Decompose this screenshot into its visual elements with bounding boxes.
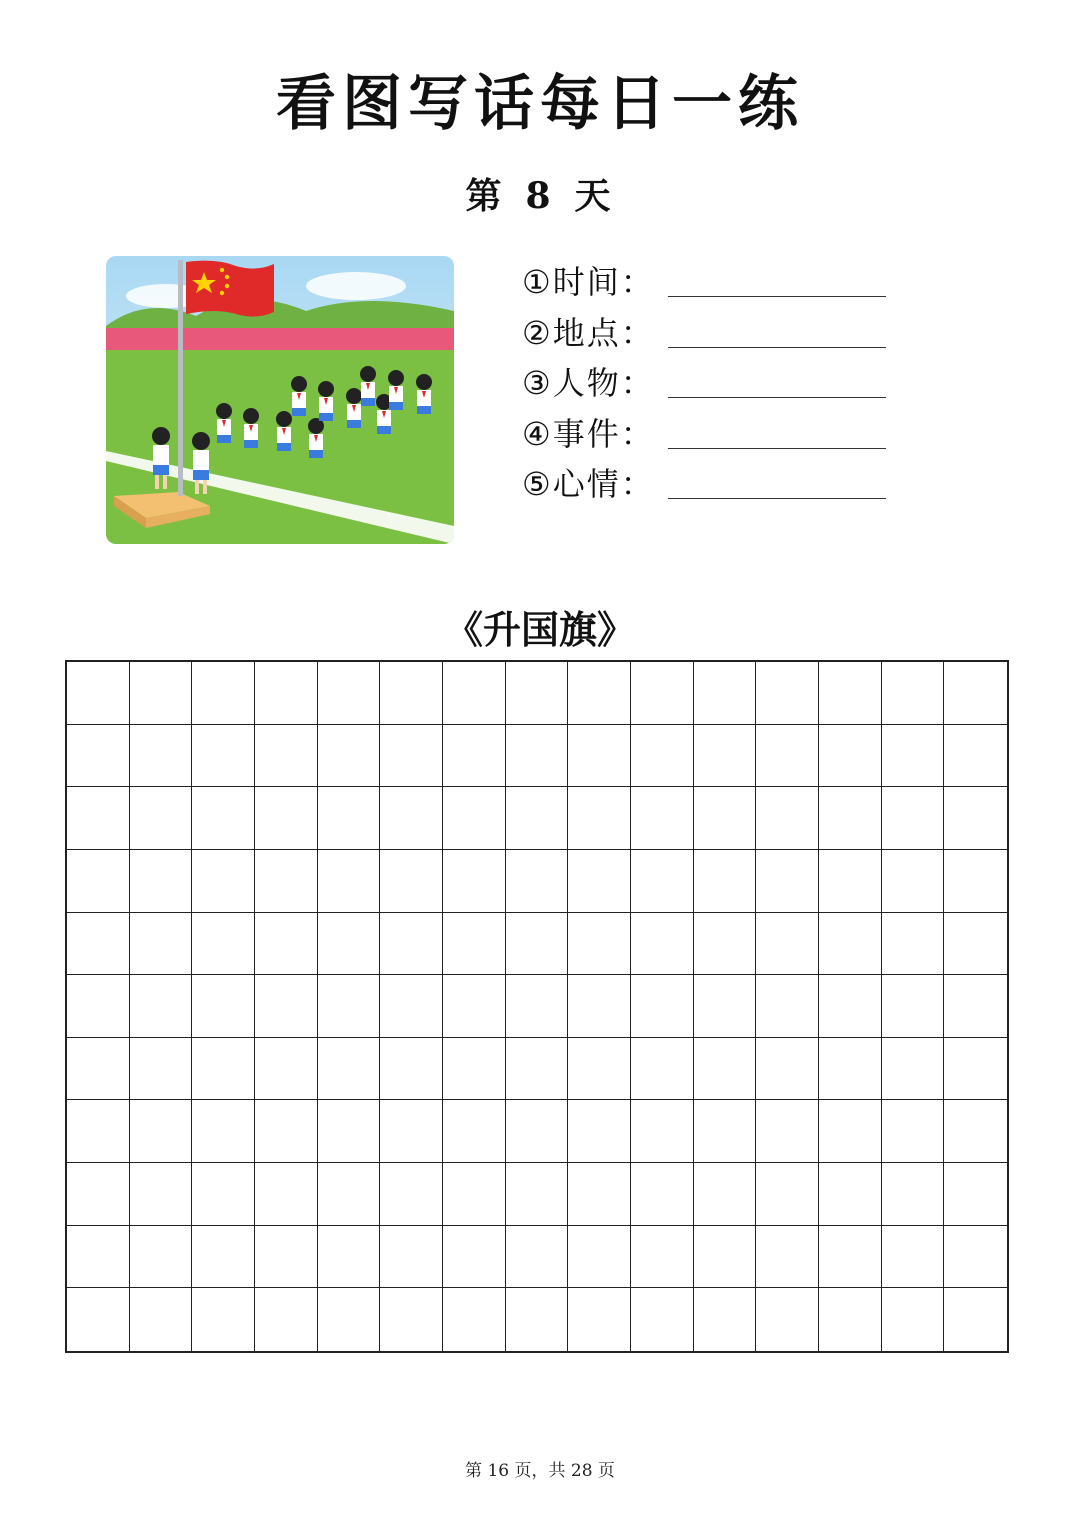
grid-cell[interactable] bbox=[631, 787, 694, 850]
grid-cell[interactable] bbox=[380, 662, 443, 725]
grid-cell[interactable] bbox=[67, 850, 130, 913]
grid-cell[interactable] bbox=[819, 787, 882, 850]
grid-cell[interactable] bbox=[568, 1100, 631, 1163]
grid-cell[interactable] bbox=[819, 913, 882, 976]
day-prefix: 第 bbox=[465, 175, 506, 217]
grid-cell[interactable] bbox=[130, 913, 193, 976]
grid-cell[interactable] bbox=[255, 1288, 318, 1351]
grid-cell[interactable] bbox=[67, 1163, 130, 1226]
grid-cell[interactable] bbox=[819, 725, 882, 788]
grid-cell[interactable] bbox=[380, 725, 443, 788]
day-number: 8 bbox=[525, 175, 555, 217]
grid-cell[interactable] bbox=[694, 1163, 757, 1226]
grid-cell[interactable] bbox=[255, 787, 318, 850]
grid-cell[interactable] bbox=[192, 787, 255, 850]
grid-cell[interactable] bbox=[944, 1100, 1007, 1163]
grid-cell[interactable] bbox=[882, 725, 945, 788]
answer-line bbox=[668, 397, 886, 398]
prompt-label: ①时间： bbox=[522, 263, 655, 301]
grid-cell[interactable] bbox=[192, 1100, 255, 1163]
grid-cell[interactable] bbox=[255, 1226, 318, 1289]
prompt-label: ④事件： bbox=[522, 414, 655, 453]
grid-cell[interactable] bbox=[380, 1038, 443, 1101]
grid-cell[interactable] bbox=[130, 662, 193, 725]
grid-cell[interactable] bbox=[255, 1038, 318, 1101]
grid-cell[interactable] bbox=[819, 1226, 882, 1289]
grid-cell[interactable] bbox=[380, 1288, 443, 1351]
prompt-people bbox=[522, 359, 902, 410]
grid-cell[interactable] bbox=[882, 1038, 945, 1101]
grid-cell[interactable] bbox=[882, 1100, 945, 1163]
grid-cell[interactable] bbox=[694, 725, 757, 788]
grid-cell[interactable] bbox=[882, 913, 945, 976]
grid-cell[interactable] bbox=[192, 913, 255, 976]
grid-cell[interactable] bbox=[819, 662, 882, 725]
prompt-event bbox=[522, 410, 902, 461]
grid-cell[interactable] bbox=[506, 1226, 569, 1289]
answer-line bbox=[668, 448, 886, 449]
grid-cell[interactable] bbox=[380, 1163, 443, 1226]
grid-cell[interactable] bbox=[443, 1100, 506, 1163]
grid-cell[interactable] bbox=[882, 1163, 945, 1226]
grid-cell[interactable] bbox=[506, 1163, 569, 1226]
grid-cell[interactable] bbox=[255, 725, 318, 788]
grid-cell[interactable] bbox=[506, 850, 569, 913]
grid-cell[interactable] bbox=[568, 913, 631, 976]
writing-prompts bbox=[522, 258, 902, 511]
day-suffix: 天 bbox=[574, 175, 615, 217]
grid-cell[interactable] bbox=[380, 1100, 443, 1163]
grid-cell[interactable] bbox=[944, 1288, 1007, 1351]
grid-cell[interactable] bbox=[380, 850, 443, 913]
grid-cell[interactable] bbox=[67, 913, 130, 976]
grid-cell[interactable] bbox=[130, 975, 193, 1038]
flag-raising-scene-image bbox=[106, 256, 454, 544]
grid-cell[interactable] bbox=[944, 662, 1007, 725]
grid-cell[interactable] bbox=[756, 850, 819, 913]
grid-cell[interactable] bbox=[192, 1038, 255, 1101]
grid-cell[interactable] bbox=[694, 1226, 757, 1289]
page-number: 第 16 页，共 28 页 bbox=[465, 1461, 615, 1481]
grid-cell[interactable] bbox=[506, 913, 569, 976]
grid-cell[interactable] bbox=[568, 975, 631, 1038]
grid-cell[interactable] bbox=[318, 725, 381, 788]
grid-cell[interactable] bbox=[67, 975, 130, 1038]
grid-cell[interactable] bbox=[67, 1226, 130, 1289]
grid-cell[interactable] bbox=[944, 850, 1007, 913]
grid-cell[interactable] bbox=[67, 1288, 130, 1351]
grid-cell[interactable] bbox=[318, 1038, 381, 1101]
grid-cell[interactable] bbox=[318, 1163, 381, 1226]
grid-cell[interactable] bbox=[255, 662, 318, 725]
prompt-label: ②地点： bbox=[522, 313, 655, 352]
grid-cell[interactable] bbox=[506, 787, 569, 850]
grid-cell[interactable] bbox=[255, 850, 318, 913]
grid-cell[interactable] bbox=[255, 1163, 318, 1226]
grid-cell[interactable] bbox=[694, 913, 757, 976]
grid-cell[interactable] bbox=[631, 850, 694, 913]
grid-cell[interactable] bbox=[67, 662, 130, 725]
grid-cell[interactable] bbox=[67, 725, 130, 788]
grid-cell[interactable] bbox=[631, 1288, 694, 1351]
grid-cell[interactable] bbox=[130, 1163, 193, 1226]
grid-cell[interactable] bbox=[756, 1226, 819, 1289]
grid-cell[interactable] bbox=[819, 1288, 882, 1351]
grid-cell[interactable] bbox=[944, 1226, 1007, 1289]
grid-cell[interactable] bbox=[318, 850, 381, 913]
grid-cell[interactable] bbox=[882, 1226, 945, 1289]
grid-cell[interactable] bbox=[568, 787, 631, 850]
grid-cell[interactable] bbox=[694, 850, 757, 913]
grid-cell[interactable] bbox=[944, 913, 1007, 976]
grid-cell[interactable] bbox=[694, 662, 757, 725]
prompt-place bbox=[522, 309, 902, 360]
grid-cell[interactable] bbox=[443, 1226, 506, 1289]
grid-cell[interactable] bbox=[130, 1288, 193, 1351]
grid-cell[interactable] bbox=[944, 1038, 1007, 1101]
grid-cell[interactable] bbox=[255, 975, 318, 1038]
grid-cell[interactable] bbox=[192, 1163, 255, 1226]
prompt-label: ③人物： bbox=[522, 364, 655, 402]
grid-cell[interactable] bbox=[380, 975, 443, 1038]
grid-cell[interactable] bbox=[756, 1288, 819, 1351]
grid-cell[interactable] bbox=[568, 1226, 631, 1289]
grid-cell[interactable] bbox=[130, 725, 193, 788]
grid-cell[interactable] bbox=[443, 975, 506, 1038]
grid-cell[interactable] bbox=[819, 975, 882, 1038]
grid-cell[interactable] bbox=[506, 662, 569, 725]
grid-cell[interactable] bbox=[192, 1226, 255, 1289]
grid-cell[interactable] bbox=[944, 787, 1007, 850]
grid-cell[interactable] bbox=[380, 787, 443, 850]
grid-cell[interactable] bbox=[631, 1163, 694, 1226]
grid-cell[interactable] bbox=[631, 662, 694, 725]
grid-cell[interactable] bbox=[819, 850, 882, 913]
grid-cell[interactable] bbox=[380, 1226, 443, 1289]
grid-cell[interactable] bbox=[631, 975, 694, 1038]
grid-cell[interactable] bbox=[944, 725, 1007, 788]
grid-cell[interactable] bbox=[192, 850, 255, 913]
grid-cell[interactable] bbox=[882, 1288, 945, 1351]
grid-cell[interactable] bbox=[130, 1226, 193, 1289]
grid-cell[interactable] bbox=[756, 1038, 819, 1101]
grid-cell[interactable] bbox=[443, 725, 506, 788]
grid-cell[interactable] bbox=[130, 850, 193, 913]
prompt-mood bbox=[522, 460, 902, 511]
grid-cell[interactable] bbox=[67, 1100, 130, 1163]
grid-cell[interactable] bbox=[318, 1226, 381, 1289]
grid-cell[interactable] bbox=[443, 913, 506, 976]
grid-cell[interactable] bbox=[756, 975, 819, 1038]
grid-cell[interactable] bbox=[944, 1163, 1007, 1226]
grid-cell[interactable] bbox=[882, 787, 945, 850]
grid-cell[interactable] bbox=[443, 662, 506, 725]
grid-cell[interactable] bbox=[318, 1100, 381, 1163]
grid-cell[interactable] bbox=[568, 662, 631, 725]
grid-cell[interactable] bbox=[443, 787, 506, 850]
grid-cell[interactable] bbox=[318, 975, 381, 1038]
grid-cell[interactable] bbox=[756, 725, 819, 788]
answer-line bbox=[668, 498, 886, 499]
grid-cell[interactable] bbox=[568, 850, 631, 913]
prompt-label: ⑤心情： bbox=[522, 465, 655, 503]
essay-title: 《升国旗》 bbox=[444, 607, 635, 652]
grid-cell[interactable] bbox=[255, 1100, 318, 1163]
prompt-time bbox=[522, 258, 902, 309]
grid-cell[interactable] bbox=[318, 662, 381, 725]
grid-cell[interactable] bbox=[568, 1288, 631, 1351]
grid-cell[interactable] bbox=[192, 1288, 255, 1351]
grid-cell[interactable] bbox=[882, 975, 945, 1038]
grid-cell[interactable] bbox=[631, 1226, 694, 1289]
grid-cell[interactable] bbox=[694, 787, 757, 850]
flag-raising-illustration bbox=[106, 256, 454, 544]
grid-cell[interactable] bbox=[506, 1038, 569, 1101]
grid-cell[interactable] bbox=[443, 1163, 506, 1226]
grid-cell[interactable] bbox=[318, 1288, 381, 1351]
grid-cell[interactable] bbox=[631, 725, 694, 788]
grid-cell[interactable] bbox=[756, 787, 819, 850]
grid-cell[interactable] bbox=[631, 1038, 694, 1101]
grid-cell[interactable] bbox=[506, 1100, 569, 1163]
grid-cell[interactable] bbox=[380, 913, 443, 976]
grid-cell[interactable] bbox=[443, 850, 506, 913]
grid-cell[interactable] bbox=[255, 913, 318, 976]
grid-cell[interactable] bbox=[443, 1288, 506, 1351]
grid-cell[interactable] bbox=[882, 850, 945, 913]
grid-cell[interactable] bbox=[67, 1038, 130, 1101]
grid-cell[interactable] bbox=[882, 662, 945, 725]
grid-cell[interactable] bbox=[756, 1163, 819, 1226]
grid-cell[interactable] bbox=[568, 725, 631, 788]
grid-cell[interactable] bbox=[67, 787, 130, 850]
grid-cell[interactable] bbox=[568, 1163, 631, 1226]
grid-cell[interactable] bbox=[819, 1038, 882, 1101]
grid-cell[interactable] bbox=[192, 975, 255, 1038]
grid-cell[interactable] bbox=[819, 1100, 882, 1163]
grid-cell[interactable] bbox=[694, 1288, 757, 1351]
grid-cell[interactable] bbox=[694, 1100, 757, 1163]
grid-cell[interactable] bbox=[631, 1100, 694, 1163]
grid-cell[interactable] bbox=[443, 1038, 506, 1101]
grid-cell[interactable] bbox=[318, 913, 381, 976]
grid-cell[interactable] bbox=[756, 913, 819, 976]
answer-line bbox=[668, 347, 886, 348]
grid-cell[interactable] bbox=[192, 725, 255, 788]
grid-cell[interactable] bbox=[694, 1038, 757, 1101]
answer-line bbox=[668, 296, 886, 297]
grid-cell[interactable] bbox=[631, 913, 694, 976]
page-title: 看图写话每日一练 bbox=[276, 69, 804, 139]
grid-cell[interactable] bbox=[506, 725, 569, 788]
grid-cell[interactable] bbox=[130, 1038, 193, 1101]
grid-cell[interactable] bbox=[130, 787, 193, 850]
grid-cell[interactable] bbox=[318, 787, 381, 850]
writing-grid bbox=[65, 660, 1009, 1353]
grid-cell[interactable] bbox=[130, 1100, 193, 1163]
grid-cell[interactable] bbox=[568, 1038, 631, 1101]
grid-cell[interactable] bbox=[819, 1163, 882, 1226]
grid-cell[interactable] bbox=[506, 975, 569, 1038]
grid-cell[interactable] bbox=[756, 1100, 819, 1163]
grid-cell[interactable] bbox=[944, 975, 1007, 1038]
day-label bbox=[0, 170, 1080, 222]
grid-cell[interactable] bbox=[192, 662, 255, 725]
grid-cell[interactable] bbox=[756, 662, 819, 725]
grid-cell[interactable] bbox=[506, 1288, 569, 1351]
grid-cell[interactable] bbox=[694, 975, 757, 1038]
